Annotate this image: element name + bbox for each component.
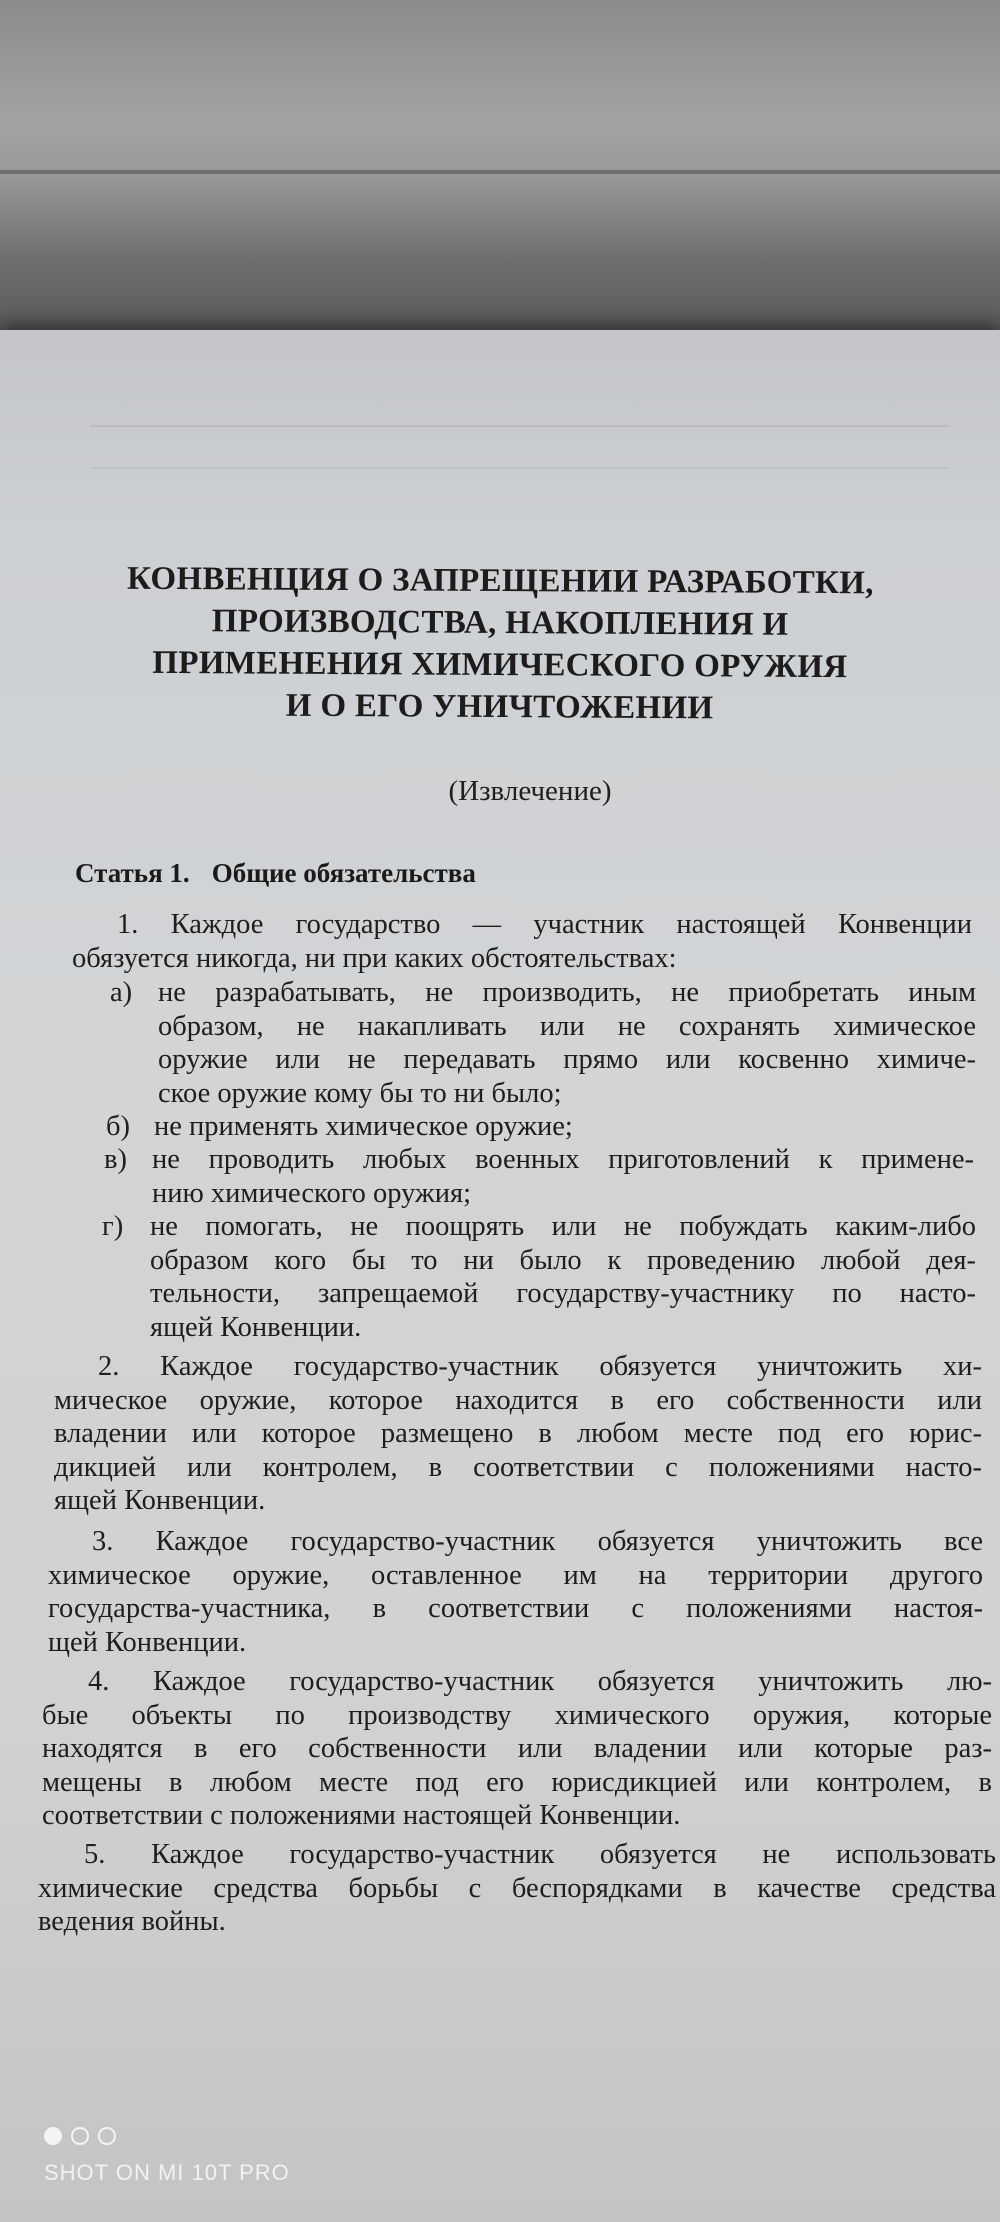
paragraph-line: владении или которое размещено в любом месте под его юрис- — [54, 1418, 982, 1449]
title-line: КОНВЕНЦИЯ О ЗАПРЕЩЕНИИ РАЗРАБОТКИ, — [126, 560, 874, 602]
title-line: И О ЕГО УНИЧТОЖЕНИИ — [285, 687, 714, 727]
camera-watermark-dots — [44, 2127, 116, 2145]
paragraph-line: ящей Конвенции. — [54, 1485, 266, 1516]
list-line: оружие или не передавать прямо или косвенно химиче- — [158, 1044, 976, 1075]
paragraph-5 — [38, 1838, 996, 1939]
paragraph-line: мещены в любом месте под его юрисдикцией или контролем, в — [42, 1766, 992, 1798]
paragraph-4 — [42, 1665, 992, 1833]
paragraph-line: находятся в его собственности или владении или которые раз- — [42, 1733, 992, 1764]
list-marker: в) — [104, 1144, 127, 1175]
document-title — [59, 557, 940, 730]
list-line: ское оружие кому бы то ни было; — [158, 1077, 562, 1109]
list-marker: а) — [110, 977, 133, 1008]
list-item-a — [110, 976, 976, 1116]
list-line: образом кого бы то ни было к проведению любой дея- — [150, 1244, 976, 1276]
paragraph-line: государства-участника, в соответствии с положениями настоя- — [48, 1593, 983, 1624]
title-line: ПРИМЕНЕНИЯ ХИМИЧЕСКОГО ОРУЖИЯ — [152, 644, 848, 686]
background-page-edge — [0, 170, 1000, 174]
list-item-v — [104, 1143, 976, 1213]
article-title: Общие обязательства — [211, 858, 476, 888]
paragraph-line: 2. Каждое государство-участник обязуется уничтожить хи- — [98, 1351, 982, 1382]
list-line: не помогать, не поощрять или не побуждать каким-либо — [150, 1211, 976, 1242]
dot-icon — [71, 2127, 89, 2145]
title-line: ПРОИЗВОДСТВА, НАКОПЛЕНИЯ И — [211, 603, 789, 643]
bleed-through-shadow — [90, 425, 950, 469]
dot-icon — [98, 2127, 116, 2145]
list-line: ящей Конвенции. — [150, 1311, 362, 1343]
document-page — [0, 330, 1000, 2222]
list-line: нию химического оружия; — [152, 1177, 472, 1209]
camera-watermark-text: SHOT ON MI 10T PRO — [44, 2160, 290, 2185]
list-item-b — [106, 1110, 976, 1144]
paragraph-3 — [48, 1525, 983, 1659]
paragraph-line: обязуется никогда, ни при каких обстоятельствах: — [72, 942, 677, 974]
paragraph-line: щей Конвенции. — [48, 1626, 247, 1658]
paragraph-line: 5. Каждое государство-участник обязуется не использовать — [84, 1839, 996, 1870]
paragraph-line: 3. Каждое государство-участник обязуется уничтожить все — [92, 1526, 983, 1557]
paragraph-line: химические средства борьбы с беспорядками в качестве средства — [38, 1872, 996, 1904]
paragraph-line: дикцией или контролем, в соответствии с положениями насто- — [54, 1451, 982, 1483]
list-line: не проводить любых военных приготовлений к примене- — [152, 1144, 974, 1175]
paragraph-line: бые объекты по производству химического оружия, которые — [42, 1699, 992, 1731]
list-marker: б) — [106, 1111, 130, 1142]
paragraph-line: 1. Каждое государство — участник настоящей Конвенции — [117, 909, 972, 940]
paragraph-1 — [72, 908, 972, 975]
list-line: не разрабатывать, не производить, не приобретать иным — [158, 977, 976, 1008]
paragraph-line: соответствии с положениями настоящей Конвенции. — [42, 1800, 681, 1831]
list-line: не применять химическое оружие; — [154, 1111, 573, 1142]
dot-icon — [44, 2127, 62, 2145]
list-item-g — [102, 1210, 978, 1350]
paragraph-line: мическое оружие, которое находится в его собственности или — [54, 1384, 982, 1416]
document-subtitle: (Извлечение) — [448, 775, 612, 807]
paragraph-line: 4. Каждое государство-участник обязуется уничтожить лю- — [88, 1666, 992, 1697]
list-marker: г) — [102, 1211, 124, 1242]
list-line: образом, не накапливать или не сохранять химическое — [158, 1010, 976, 1042]
paragraph-line: химическое оружие, оставленное им на территории другого — [48, 1559, 983, 1591]
list-line: тельности, запрещаемой государству-участнику по насто- — [150, 1278, 976, 1309]
article-heading — [75, 858, 476, 889]
paragraph-2 — [54, 1350, 982, 1518]
article-number: Статья 1. — [75, 858, 190, 888]
paragraph-line: ведения войны. — [38, 1906, 226, 1937]
